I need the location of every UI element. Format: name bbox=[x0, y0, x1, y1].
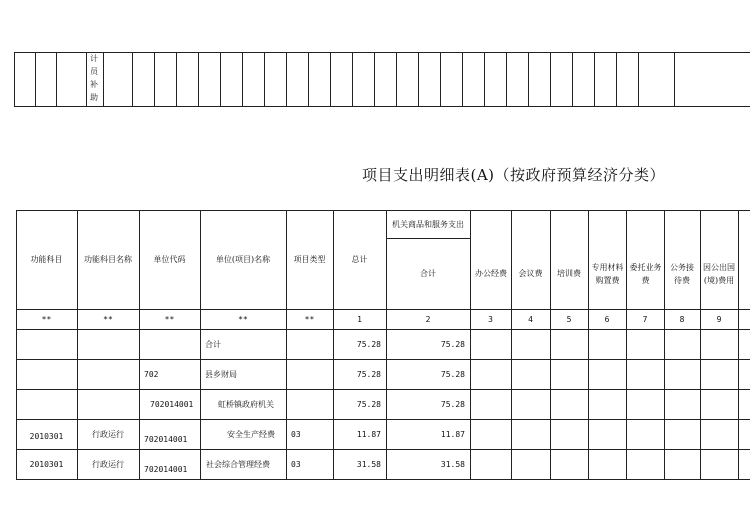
index-cell: ** bbox=[164, 314, 175, 324]
unit-code-cell: 702 bbox=[144, 369, 159, 379]
func-code-cell: 2010301 bbox=[29, 459, 64, 469]
index-cell: ** bbox=[238, 314, 248, 324]
header-meeting: 会议费 bbox=[518, 269, 543, 278]
fragment-char: 助 bbox=[90, 93, 98, 102]
index-cell: 7 bbox=[642, 314, 648, 324]
fragment-char: 补 bbox=[90, 80, 98, 89]
total-cell: 75.28 bbox=[356, 369, 381, 379]
project-type-cell: 03 bbox=[291, 459, 301, 469]
header-training: 培训费 bbox=[557, 269, 581, 278]
unit-name-cell: 合计 bbox=[205, 339, 221, 349]
index-cell: 2 bbox=[425, 314, 431, 324]
header-func-subject: 功能科目 bbox=[30, 255, 63, 264]
index-cell: 8 bbox=[679, 314, 685, 324]
header-goods-services: 机关商品和服务支出 bbox=[392, 219, 464, 229]
header-subtotal: 合计 bbox=[420, 269, 436, 278]
index-cell: ** bbox=[304, 314, 315, 324]
header-total: 总计 bbox=[351, 255, 368, 264]
header-entrust: 委托业务费 bbox=[629, 262, 662, 285]
unit-code-cell: 702014001 bbox=[144, 464, 188, 474]
header-reception: 公务接待费 bbox=[670, 262, 694, 285]
index-cell: ** bbox=[41, 314, 52, 324]
subtotal-cell: 11.87 bbox=[440, 429, 465, 439]
func-code-cell: 2010301 bbox=[29, 431, 64, 441]
total-cell: 75.28 bbox=[356, 399, 381, 409]
header-office: 办公经费 bbox=[475, 269, 507, 278]
page-title: 项目支出明细表(A)（按政府预算经济分类） bbox=[362, 166, 666, 184]
subtotal-cell: 75.28 bbox=[440, 399, 465, 409]
func-name-cell: 行政运行 bbox=[92, 429, 124, 439]
total-cell: 11.87 bbox=[356, 429, 381, 439]
total-cell: 75.28 bbox=[356, 339, 381, 349]
subtotal-cell: 31.58 bbox=[440, 459, 465, 469]
header-unit-name: 单位(项目)名称 bbox=[215, 255, 271, 264]
func-name-cell: 行政运行 bbox=[92, 459, 124, 469]
unit-name-cell: 安全生产经费 bbox=[227, 429, 275, 439]
subtotal-cell: 75.28 bbox=[440, 369, 465, 379]
header-abroad: 因公出国(境)费用 bbox=[703, 262, 735, 285]
index-cell: 1 bbox=[357, 314, 362, 324]
index-cell: ** bbox=[103, 314, 113, 324]
index-cell: 9 bbox=[716, 314, 722, 324]
unit-name-cell: 县乡财局 bbox=[205, 369, 237, 379]
unit-name-cell: 虹桥镇政府机关 bbox=[218, 399, 274, 409]
subtotal-cell: 75.28 bbox=[440, 339, 465, 349]
unit-name-cell: 社会综合管理经费 bbox=[206, 459, 270, 469]
unit-code-cell: 702014001 bbox=[144, 434, 188, 444]
fragment-char: 计 bbox=[90, 54, 98, 63]
header-project-type: 项目类型 bbox=[293, 255, 326, 264]
index-cell: 4 bbox=[528, 314, 533, 324]
index-cell: 5 bbox=[566, 314, 572, 324]
total-cell: 31.58 bbox=[356, 459, 381, 469]
header-unit-code: 单位代码 bbox=[153, 255, 186, 264]
header-func-subject-name: 功能科目名称 bbox=[84, 255, 132, 264]
index-cell: 6 bbox=[604, 314, 610, 324]
index-cell: 3 bbox=[488, 314, 493, 324]
header-materials: 专用材料购置费 bbox=[591, 262, 624, 285]
unit-code-cell: 702014001 bbox=[150, 399, 194, 409]
fragment-char: 员 bbox=[90, 67, 98, 76]
project-type-cell: 03 bbox=[291, 429, 301, 439]
